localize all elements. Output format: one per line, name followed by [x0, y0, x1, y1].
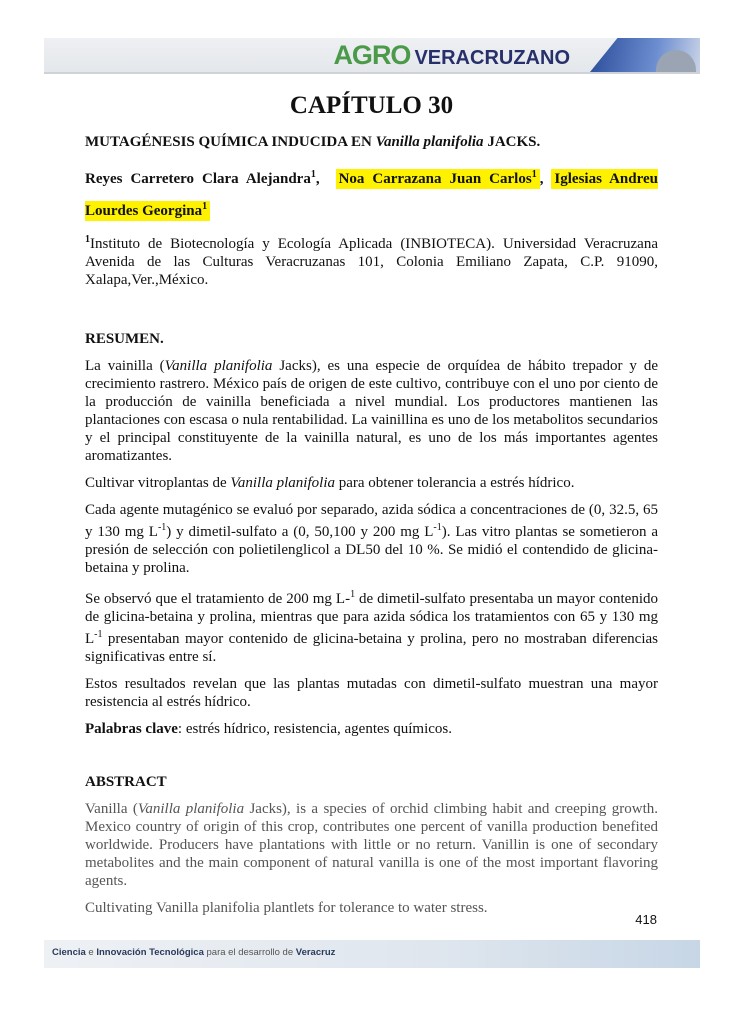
resumen-paragraph: Cada agente mutagénico se evaluó por separado, azida sódica a concentraciones de (0, 32.5, 65 y 130 mg $L^{-1}$) y dimetil-sulfato a (0, 50,100 y 200 mg $L^{-1}$). Las vitro plantas se sometieron a presión de selección con polietilenglicol a DL50 del 10 %. Se midió el contendido de glicina-betaina y prolina. [85, 502, 658, 576]
resumen-paragraph: Se observó que el tratamiento de 200 mg L-$^1$ de dimetil-sulfato presentaba un mayor contenido de glicina-betaina y prolina, mientras que para azida sódica los tratamientos con 65 y 130 mg $L^{-1}$ presentaban mayor contenido de glicina-betaina y prolina, pero no mostraban diferencias significativas entre sí. [85, 589, 659, 665]
banner-graphic [590, 38, 700, 72]
page-number: 418 [635, 912, 657, 927]
logo-veracruzano: VERACRUZANO [414, 47, 570, 69]
author-highlighted: Noa Carrazana Juan Carlos$^1$ [336, 169, 540, 189]
footer-slogan: Ciencia e Innovación Tecnológica para el desarrollo de Veracruz [52, 947, 336, 958]
authors: Reyes Carretero Clara Alejandra$^1$, Noa Carrazana Juan Carlos$^1$ , Iglesias Andreu Lourdes Georgina$^1$ [85, 169, 658, 219]
abstract-paragraph: Cultivating Vanilla planifolia plantlets for tolerance to water stress. [85, 900, 488, 916]
abstract-paragraph: Vanilla (Vanilla planifolia Jacks), is a species of orchid climbing habit and creeping growth. Mexico country of origin of this crop, contributes one percent of vanilla production benefited worldwide. Producers have plantations with little or no return. Vanillin is one of secondary metabolites and the main component of natural vanilla is one of the most important flavoring agents. [85, 801, 659, 889]
author: Reyes Carretero Clara Alejandra [85, 171, 311, 187]
gear-icon [656, 50, 696, 72]
article-title: MUTAGÉNESIS QUÍMICA INDUCIDA EN Vanilla planifolia JACKS. [85, 134, 541, 150]
affiliation: $^1$Instituto de Biotecnología y Ecología Aplicada (INBIOTECA). Universidad Veracruzana Avenida de las Culturas Veracruzanas 101, Colonia Emiliano Zapata, C.P. 91090, Xalapa,Ver.,México. [85, 234, 658, 288]
logo-agro: AGRO [333, 40, 411, 70]
footer-banner [44, 940, 700, 968]
resumen-paragraph: La vainilla (Vanilla planifolia Jacks), es una especie de orquídea de hábito trepador y de crecimiento rastrero. México país de origen de este cultivo, contribuye con el uno por ciento de la producción de vainilla beneficiada a nivel mundial. Los productores mantienen las plantaciones con escasa o nula rentabilidad. La vainillina es uno de los metabolitos secundarios y el principal constituyente de la vainilla natural, es uno de los más importantes agentes aromatizantes. [85, 358, 658, 464]
abstract-heading: ABSTRACT [85, 774, 167, 790]
header-banner [44, 38, 700, 74]
keywords: Palabras clave: estrés hídrico, resistencia, agentes químicos. [85, 721, 452, 737]
chapter-title: CAPÍTULO 30 [289, 92, 454, 119]
resumen-paragraph: Cultivar vitroplantas de Vanilla planifolia para obtener tolerancia a estrés hídrico. [85, 475, 575, 491]
resumen-paragraph: Estos resultados revelan que las plantas mutadas con dimetil-sulfato muestran una mayor resistencia al estrés hídrico. [85, 676, 658, 710]
agro-veracruzano-logo [333, 40, 570, 71]
author-highlighted: Iglesias Andreu Lourdes Georgina$^1$ [85, 171, 658, 219]
resumen-heading: RESUMEN. [85, 331, 164, 347]
